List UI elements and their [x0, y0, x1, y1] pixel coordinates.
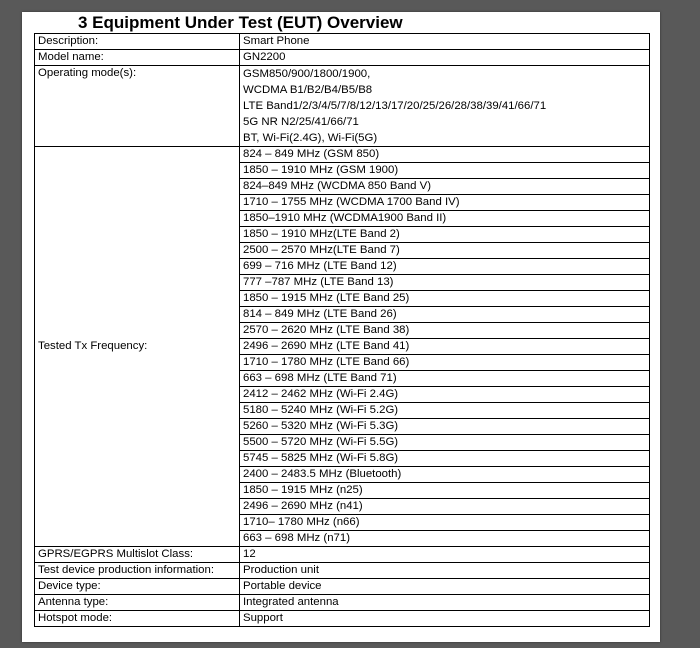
tx-frequency-value: 663 – 698 MHz (n71)	[240, 531, 650, 547]
tx-frequency-value: 2496 – 2690 MHz (LTE Band 41)	[240, 339, 650, 355]
row-label: Hotspot mode:	[35, 611, 240, 627]
tx-frequency-value: 1850 – 1915 MHz (LTE Band 25)	[240, 291, 650, 307]
tx-frequency-value: 699 – 716 MHz (LTE Band 12)	[240, 259, 650, 275]
table-row	[35, 34, 650, 50]
tx-frequency-value: 1850 – 1915 MHz (n25)	[240, 483, 650, 499]
table-row	[35, 50, 650, 66]
operating-mode-line: GSM850/900/1800/1900,	[243, 68, 371, 80]
eut-overview-table	[34, 33, 650, 627]
operating-mode-line: LTE Band1/2/3/4/5/7/8/12/13/17/20/25/26/28/38/39/41/66/71	[243, 100, 547, 112]
table-row	[35, 611, 650, 627]
operating-modes-label: Operating mode(s):	[35, 66, 240, 147]
table-row	[35, 547, 650, 563]
tx-frequency-value: 5260 – 5320 MHz (Wi-Fi 5.3G)	[240, 419, 650, 435]
row-value: Support	[240, 611, 650, 627]
section-title: 3 Equipment Under Test (EUT) Overview	[78, 13, 403, 32]
tx-frequency-value: 2570 – 2620 MHz (LTE Band 38)	[240, 323, 650, 339]
tx-frequency-value: 824 – 849 MHz (GSM 850)	[240, 147, 650, 163]
row-label: Model name:	[35, 50, 240, 66]
tx-frequency-value: 2500 – 2570 MHz(LTE Band 7)	[240, 243, 650, 259]
eut-overview-table-body	[35, 34, 650, 627]
row-label: Description:	[35, 34, 240, 50]
table-row-operating-modes	[35, 66, 650, 147]
table-row	[35, 579, 650, 595]
row-label: GPRS/EGPRS Multislot Class:	[35, 547, 240, 563]
row-value: Production unit	[240, 563, 650, 579]
tx-frequency-value: 2412 – 2462 MHz (Wi-Fi 2.4G)	[240, 387, 650, 403]
tx-frequency-value: 663 – 698 MHz (LTE Band 71)	[240, 371, 650, 387]
table-row	[35, 595, 650, 611]
tx-frequency-value: 5745 – 5825 MHz (Wi-Fi 5.8G)	[240, 451, 650, 467]
document-page	[22, 12, 660, 642]
tx-frequency-value: 2400 – 2483.5 MHz (Bluetooth)	[240, 467, 650, 483]
tx-frequency-value: 5500 – 5720 MHz (Wi-Fi 5.5G)	[240, 435, 650, 451]
tx-frequency-value: 1710 – 1755 MHz (WCDMA 1700 Band IV)	[240, 195, 650, 211]
tx-frequency-value: 824–849 MHz (WCDMA 850 Band V)	[240, 179, 650, 195]
tx-frequency-value: 1710– 1780 MHz (n66)	[240, 515, 650, 531]
operating-modes-value	[240, 66, 650, 147]
operating-mode-line: WCDMA B1/B2/B4/B5/B8	[243, 84, 373, 96]
row-label: Antenna type:	[35, 595, 240, 611]
tx-frequency-label: Tested Tx Frequency:	[35, 147, 240, 547]
tx-frequency-value: 814 – 849 MHz (LTE Band 26)	[240, 307, 650, 323]
table-row	[35, 563, 650, 579]
row-value: Smart Phone	[240, 34, 650, 50]
tx-frequency-value: 1850–1910 MHz (WCDMA1900 Band II)	[240, 211, 650, 227]
tx-frequency-value: 1850 – 1910 MHz (GSM 1900)	[240, 163, 650, 179]
tx-frequency-value: 5180 – 5240 MHz (Wi-Fi 5.2G)	[240, 403, 650, 419]
tx-frequency-value: 1850 – 1910 MHz(LTE Band 2)	[240, 227, 650, 243]
tx-frequency-value: 1710 – 1780 MHz (LTE Band 66)	[240, 355, 650, 371]
tx-frequency-value: 777 –787 MHz (LTE Band 13)	[240, 275, 650, 291]
tx-frequency-value: 2496 – 2690 MHz (n41)	[240, 499, 650, 515]
row-label: Device type:	[35, 579, 240, 595]
operating-mode-line: 5G NR N2/25/41/66/71	[243, 116, 359, 128]
row-value: 12	[240, 547, 650, 563]
row-value: Integrated antenna	[240, 595, 650, 611]
row-label: Test device production information:	[35, 563, 240, 579]
row-value: Portable device	[240, 579, 650, 595]
table-row-tx-frequency	[35, 147, 650, 163]
operating-mode-line: BT, Wi-Fi(2.4G), Wi-Fi(5G)	[243, 132, 378, 144]
row-value: GN2200	[240, 50, 650, 66]
